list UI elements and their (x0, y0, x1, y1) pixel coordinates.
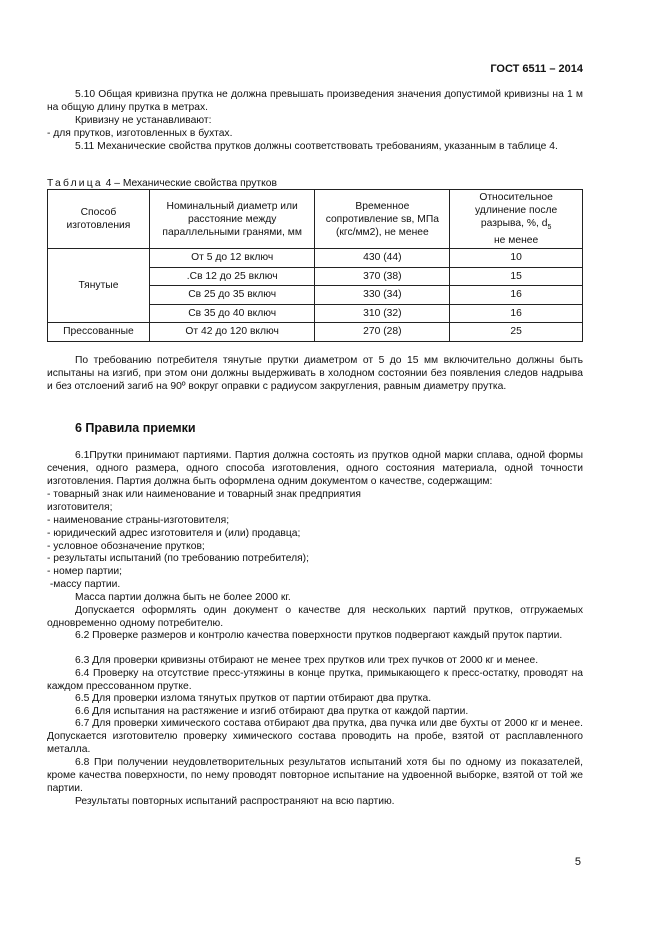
header-elongation-tail: не менее (493, 235, 539, 247)
cell-strength: 270 (28) (315, 323, 450, 342)
paragraph-6-5: 6.5 Для проверки излома тянутых прутков от партии отбирают два прутка. (75, 693, 432, 704)
cell-diameter: Св 35 до 40 включ (149, 304, 315, 323)
paragraph-6-4: 6.4 Проверку на отсутствие пресс-утяжины в конце прутка, примыкающего к пресс-остатку, проводят на каждом прессованном прутке. (47, 668, 583, 693)
header-method: Способ изготовления (48, 190, 150, 249)
table-row (48, 323, 583, 342)
list-item: - товарный знак или наименование и товарный знак предприятия (47, 489, 361, 500)
header-elongation-sub: 5 (547, 224, 552, 232)
cell-elongation: 16 (450, 304, 583, 323)
section-6-title: 6 Правила приемки (75, 421, 196, 435)
table-caption (47, 178, 277, 189)
paragraph-6-8: 6.8 При получении неудовлетворительных результатов испытаний хотя бы по одному из показателей, кроме качества поверхности, по нему проводят повторное испытание на удвоенной выборке, взятой от той же партии. (47, 757, 583, 795)
cell-diameter: От 5 до 12 включ (149, 249, 315, 268)
one-document-paragraph: Допускается оформлять один документ о качестве для нескольких партий прутков, отгружаемых одновременно одному потребителю. (47, 605, 583, 630)
list-item: -массу партии. (47, 579, 121, 590)
curvature-list-item: - для прутков, изготовленных в бухтах. (47, 128, 233, 139)
table-caption-title: 4 – Механические свойства прутков (102, 178, 277, 189)
header-elongation-main: Относительное удлинение после разрыва, %, d (475, 191, 558, 229)
document-code: ГОСТ 6511 – 2014 (490, 63, 583, 75)
list-item: - условное обозначение прутков; (47, 541, 205, 552)
paragraph-6-3: 6.3 Для проверки кривизны отбирают не менее трех прутков или трех пучков от 2000 кг и менее. (75, 655, 539, 666)
table-caption-word: Таблица (47, 178, 103, 189)
header-elongation (450, 190, 583, 249)
mechanical-properties-table (47, 189, 583, 342)
paragraph-6-7: 6.7 Для проверки химического состава отбирают два прутка, два пучка или две бухты от 2000 кг и менее. Допускается изготовителю проверку химического состава проводить на пробе, взятой от расплавленного металла. (47, 718, 583, 756)
mass-limit: Масса партии должна быть не более 2000 кг. (75, 592, 291, 603)
cell-diameter: .Св 12 до 25 включ (149, 267, 315, 286)
table-header-row (48, 190, 583, 249)
cell-diameter: От 42 до 120 включ (149, 323, 315, 342)
cell-elongation: 16 (450, 286, 583, 305)
cell-elongation: 15 (450, 267, 583, 286)
list-item: изготовителя; (47, 502, 113, 513)
header-diameter: Номинальный диаметр или расстояние между параллельными гранями, мм (149, 190, 315, 249)
list-item: - юридический адрес изготовителя и (или) продавца; (47, 528, 301, 539)
method-pressed: Прессованные (48, 323, 150, 342)
paragraph-5-11: 5.11 Механические свойства прутков должны соответствовать требованиям, указанным в таблице 4. (75, 141, 558, 152)
bend-test-paragraph: По требованию потребителя тянутые прутки диаметром от 5 до 15 мм включительно должны быть испытаны на изгиб, при этом они должны выдерживать в холодном состоянии без появления следов надрыва и без отслоений загиб на 90º вокруг оправки с радиусом закругления, равным диаметру прутка. (47, 355, 583, 393)
cell-diameter: Св 25 до 35 включ (149, 286, 315, 305)
list-item: - результаты испытаний (по требованию потребителя); (47, 553, 309, 564)
curvature-note: Кривизну не устанавливают: (75, 115, 212, 126)
method-drawn: Тянутые (48, 249, 150, 323)
page-number: 5 (574, 856, 581, 868)
paragraph-6-2: 6.2 Проверке размеров и контролю качества поверхности прутков подвергают каждый пруток партии. (75, 630, 563, 641)
paragraph-6-1: 6.1Прутки принимают партиями. Партия должна состоять из прутков одной марки сплава, одной формы сечения, одного размера, одного способа изготовления, одного состояния материала, одной точности изготовления. Партия должна быть оформлена одним документом о качестве, содержащим: (47, 450, 583, 488)
cell-elongation: 25 (450, 323, 583, 342)
list-item: - номер партии; (47, 566, 122, 577)
table-row (48, 249, 583, 268)
header-strength: Временное сопротивление sв, МПа (кгс/мм2), не менее (315, 190, 450, 249)
cell-strength: 310 (32) (315, 304, 450, 323)
cell-strength: 330 (34) (315, 286, 450, 305)
cell-elongation: 10 (450, 249, 583, 268)
cell-strength: 370 (38) (315, 267, 450, 286)
list-item: - наименование страны-изготовителя; (47, 515, 230, 526)
paragraph-6-6: 6.6 Для испытания на растяжение и изгиб отбирают два прутка от каждой партии. (75, 706, 469, 717)
cell-strength: 430 (44) (315, 249, 450, 268)
retest-note: Результаты повторных испытаний распространяют на всю партию. (75, 796, 395, 807)
paragraph-5-10: 5.10 Общая кривизна прутка не должна превышать произведения значения допустимой кривизны на 1 м на общую длину прутка в метрах. (47, 89, 583, 114)
